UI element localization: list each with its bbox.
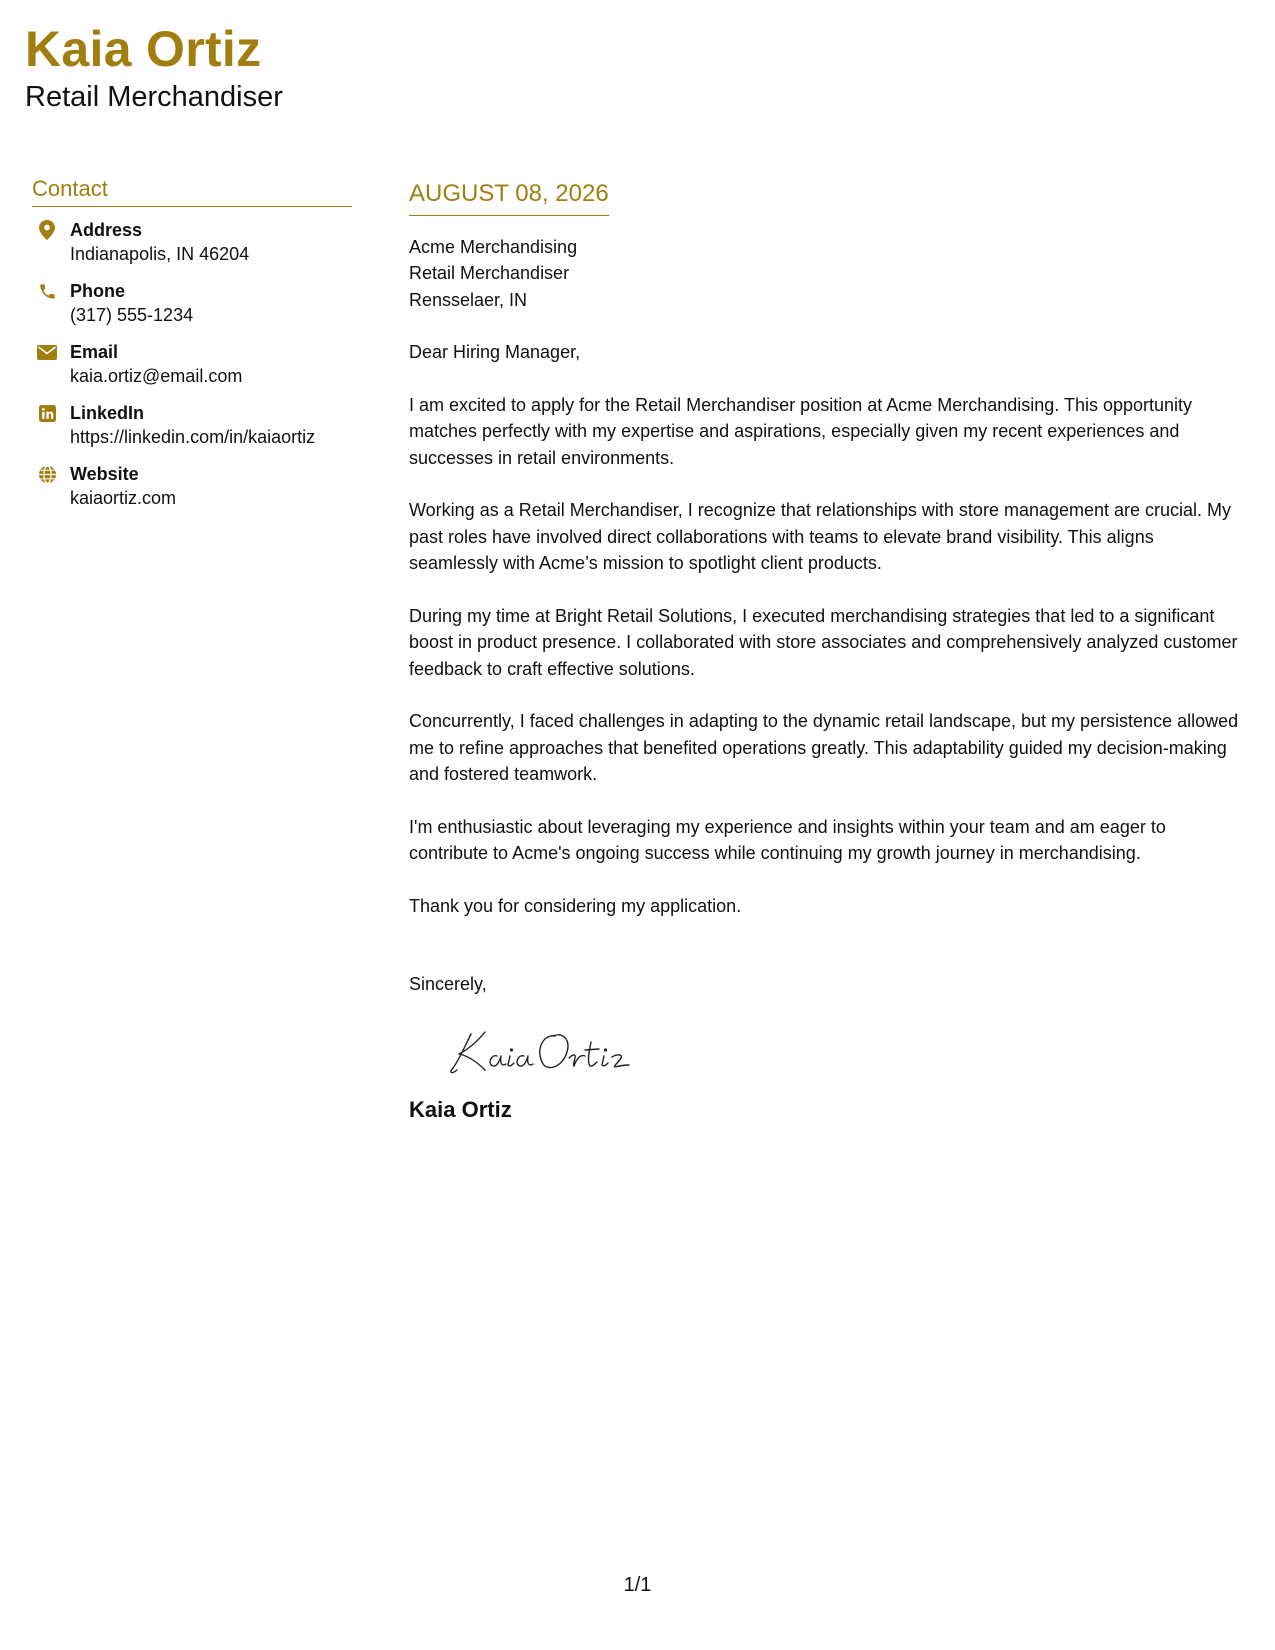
contact-value: kaiaortiz.com bbox=[70, 488, 177, 509]
contact-item-address bbox=[32, 219, 352, 267]
contact-label: LinkedIn bbox=[70, 403, 145, 424]
contact-value: https://linkedin.com/in/kaiaortiz bbox=[70, 427, 316, 448]
letter-paragraph: Concurrently, I faced challenges in adapting to the dynamic retail landscape, but my persistence allowed me to refine approaches that benefited operations greatly. This adaptability guided my decision-making and fostered teamwork. bbox=[409, 711, 1239, 785]
map-pin-icon bbox=[35, 219, 59, 241]
recipient-block bbox=[409, 234, 1239, 314]
recipient-company: Acme Merchandising bbox=[409, 236, 578, 257]
contact-value: Indianapolis, IN 46204 bbox=[70, 244, 250, 265]
recipient-location: Rensselaer, IN bbox=[409, 289, 528, 310]
contact-label: Email bbox=[70, 342, 119, 363]
contact-label: Address bbox=[70, 220, 143, 241]
letter-date: AUGUST 08, 2026 bbox=[409, 180, 609, 216]
page-number: 1/1 bbox=[623, 1574, 652, 1596]
contact-value: kaia.ortiz@email.com bbox=[70, 366, 243, 387]
contact-label: Phone bbox=[70, 281, 126, 302]
contact-heading: Contact bbox=[32, 176, 352, 207]
letter-paragraph: Working as a Retail Merchandiser, I recognize that relationships with store management are crucial. My past roles have involved direct collaborations with teams to elevate brand visibility. This aligns seamlessly with Acme’s mission to spotlight client products. bbox=[409, 500, 1232, 574]
closing: Sincerely, bbox=[409, 974, 487, 995]
candidate-name: Kaia Ortiz bbox=[25, 21, 262, 77]
signer-name: Kaia Ortiz bbox=[409, 1096, 512, 1122]
signature-image bbox=[449, 1020, 639, 1080]
greeting: Dear Hiring Manager, bbox=[409, 342, 581, 363]
contact-item-website bbox=[32, 463, 352, 511]
globe-icon bbox=[35, 463, 59, 485]
envelope-icon bbox=[35, 341, 59, 363]
contact-item-linkedin bbox=[32, 402, 352, 450]
letter-paragraph: Thank you for considering my application. bbox=[409, 895, 742, 916]
letter-paragraph: I'm enthusiastic about leveraging my experience and insights within your team and am eager to contribute to Acme's ongoing success while continuing my growth journey in merchandising. bbox=[409, 816, 1166, 864]
linkedin-icon bbox=[35, 402, 59, 424]
letter-body bbox=[409, 180, 1239, 1123]
candidate-title: Retail Merchandiser bbox=[25, 81, 283, 113]
letter-paragraph: During my time at Bright Retail Solutions, I executed merchandising strategies that led to a significant boost in product presence. I collaborated with store associates and comprehensively analyzed customer feedback to craft effective solutions. bbox=[409, 605, 1238, 679]
contact-label: Website bbox=[70, 464, 139, 485]
recipient-position: Retail Merchandiser bbox=[409, 263, 570, 284]
letter-paragraph: I am excited to apply for the Retail Merchandiser position at Acme Merchandising. This opportunity matches perfectly with my expertise and aspirations, especially given my recent experiences and successes in retail environments. bbox=[409, 394, 1193, 468]
contact-sidebar bbox=[32, 176, 352, 524]
contact-item-email bbox=[32, 341, 352, 389]
contact-item-phone bbox=[32, 280, 352, 328]
contact-value: (317) 555-1234 bbox=[70, 305, 194, 326]
phone-icon bbox=[35, 280, 59, 302]
